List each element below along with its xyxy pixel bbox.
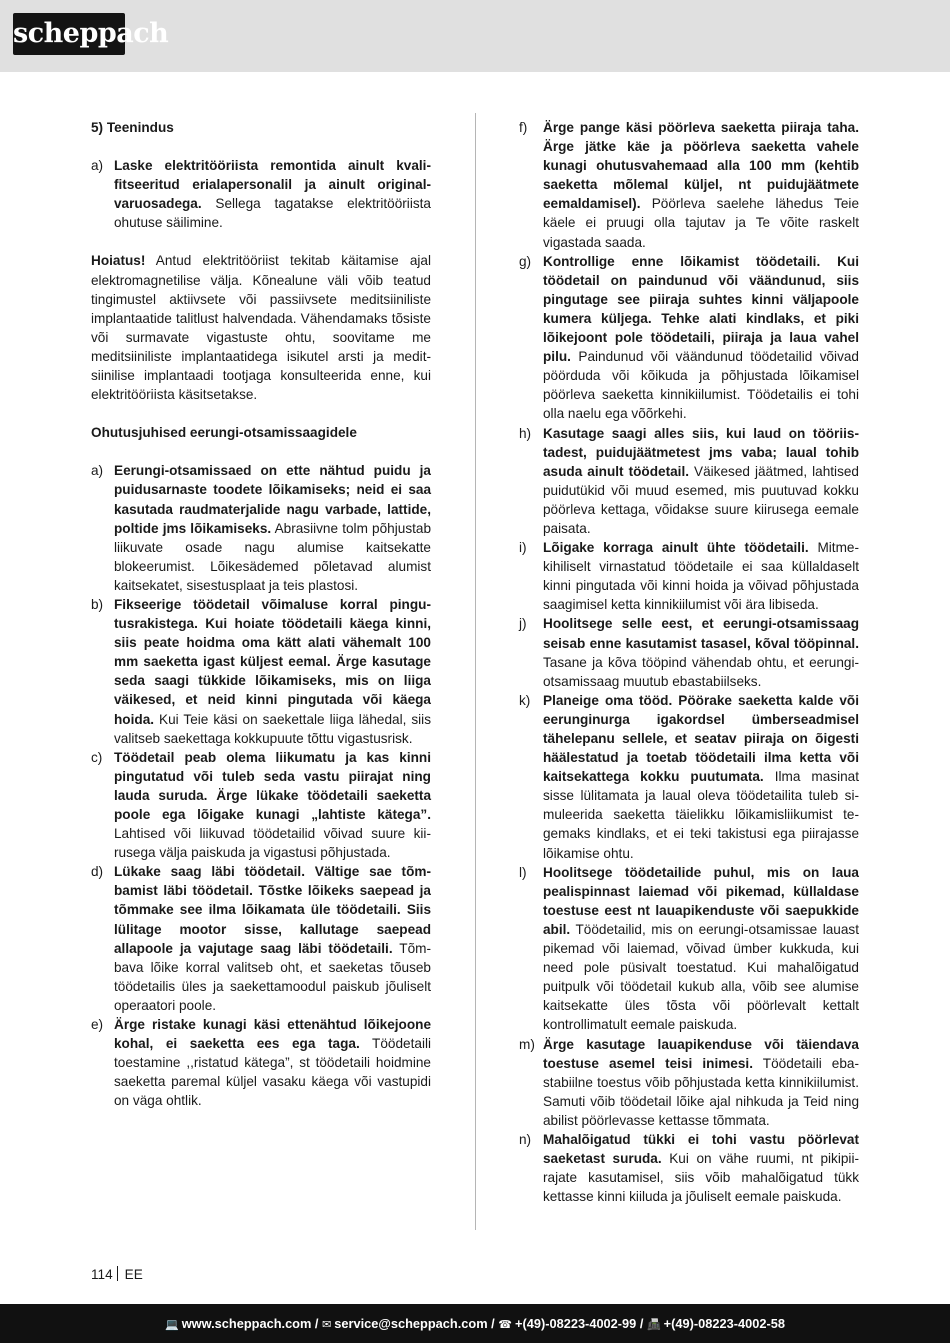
- section-title-safety: Ohutusjuhised eerungi-otsamissaagidele: [91, 425, 357, 441]
- page-number: [91, 1265, 143, 1284]
- item-bold-text: Töödetail peab olema liikumatu ja kas kinni pingutatud või tuleb seda vastu piirajat ning lauda suruda. Ärge lükake töödetaili saeketta poole ega lõigake kunagi „lahtiste kätega”.: [114, 749, 431, 822]
- item-text: Pöörleva saelehe lähedus Teie käele ei pruugi olla tajutav ja Te võite raskelt vigastada saada.: [543, 196, 859, 250]
- item-bold-text: Ärge ristake kunagi käsi ettenähtud lõikejoone kohal, ei saeketta ees ega taga.: [114, 1017, 431, 1052]
- item-label: c): [91, 749, 103, 765]
- item-bold-text: Mahalõigatud tükki ei tohi vastu pöörlevat saeketast suruda.: [543, 1131, 859, 1167]
- list-item: [519, 118, 859, 252]
- item-text: Tasane ja kõva tööpind vähendab ohtu, et eerungi-otsamissaag muutub ebastabiilseks.: [543, 654, 859, 689]
- list-item: [91, 862, 431, 1015]
- item-text: Töödetailid, mis on eerungi-otsamissae lauast pikemad või laiemad, võivad ümber kukkuda, kui need pole püsivalt toestatud. Kui mahalõigatud puitpulk või töödetail kukub alla, võib see alumise kaitsekatte üles tõsta või pöörlevalt kettalt kontrollimatult eemale paiskuda.: [543, 921, 859, 1033]
- fax-icon: 📠: [646, 1318, 661, 1331]
- item-text: Töödetaili ebastabiilne toestus võib põhjustada ketta kinnikiilumist. Samuti võib töödetail lõike ajal nihkuda ja Teid ning abilist pöörlevasse kettasse tõmmata.: [543, 1055, 859, 1128]
- brand-logo: scheppach: [13, 13, 125, 55]
- mail-icon: ✉: [322, 1318, 332, 1331]
- item-text: Väikesed jäätmed, lahtised puidutükid või muud esemed, mis puutuvad kokku pöörleva kettaga, võidakse suure kiirusega eemale paisata.: [543, 463, 859, 536]
- item-text: Töödetaili toestamine ,,ristatud kätega”, st töödetaili hoidmine saeketta paremal küljel vasaku käega või vastupidi on väga ohtlik.: [114, 1036, 432, 1109]
- item-label: j): [519, 616, 527, 632]
- page-number-value: 114: [91, 1267, 113, 1282]
- list-item: [519, 691, 859, 863]
- computer-icon: 💻: [165, 1318, 179, 1331]
- item-text: Paindunud või väändunud töödetailid võivad pöörduda või kõikuda ja põhjustada lõikamisel pöörleva saeketta kinnikiilumist. Töödetailis ei tohi olla naelu ega võõrkehi.: [543, 349, 859, 422]
- item-bold-text: Hoolitsege selle eest, et eerungi-otsamissaag seisab enne kasutamist tasasel, kõval tööpinnal.: [543, 616, 859, 651]
- footer-email[interactable]: service@scheppach.com /: [334, 1316, 495, 1331]
- item-label: a): [91, 158, 104, 174]
- item-bold-text: Kasutage saagi alles siis, kui laud on tööriistadest, puidujäätmetest jms vaba; laual tohib asuda ainult töödetail.: [543, 425, 859, 479]
- item-bold-text: Hoolitsege töödetailide puhul, mis on laua pealispinnast laiemad või pikemad, küllaldase toestuse eest nt lauapikenduste või saepukkide abil.: [543, 864, 859, 937]
- item-text: Abrasiivne tolm põhjustab liikuvate osade nagu alumise kaitsekatte blokeerumist. Lõikesädemed põletavad alumist kaitsekatet, sisestusplaat ja teis plastosi.: [114, 520, 432, 593]
- list-item: [519, 614, 859, 690]
- item-label: m): [519, 1036, 535, 1052]
- section-title-service: 5) Teenindus: [91, 120, 174, 135]
- item-bold-text: Lõigake korraga ainult ühte töödetaili.: [543, 540, 809, 556]
- item-label: i): [519, 540, 527, 556]
- page-footer: [0, 1304, 950, 1343]
- language-code: EE: [124, 1267, 143, 1282]
- footer-phone: +(49)-08223-4002-99 /: [514, 1316, 644, 1331]
- item-bold-text: Laske elektritööriista remontida ainult kvalifitseeritud erialapersonalil ja ainult originalvaruosadega.: [114, 158, 431, 212]
- footer-fax: +(49)-08223-4002-58: [663, 1316, 785, 1331]
- list-item: [519, 424, 859, 539]
- right-column: [519, 118, 859, 1206]
- list-item: [91, 748, 431, 863]
- list-item: [91, 461, 431, 595]
- item-label: k): [519, 692, 531, 708]
- item-label: f): [519, 120, 528, 135]
- item-label: e): [91, 1017, 104, 1033]
- column-divider: [475, 113, 476, 1230]
- list-item: [91, 595, 431, 748]
- warning-label: Hoiatus!: [91, 253, 146, 269]
- item-label: g): [519, 253, 532, 269]
- list-item: [91, 1015, 431, 1110]
- item-bold-text: Eerungi-otsamissaed on ette nähtud puidu ja puidusarnaste toodete lõikamiseks; neid ei saa kasutada raudmaterjalide nagu varbade, lattide, poltide jms lõikamiseks.: [114, 463, 431, 536]
- item-label: l): [519, 864, 527, 880]
- item-label: d): [91, 864, 104, 880]
- item-text: Mitmekihiliselt virnastatud töödetaile ei saa küllaldaselt kinni pingutada või kinni hoida ja võivad põhjustada saagimisel ketta kinnikiilumist või ära libiseda.: [543, 540, 859, 613]
- item-label: h): [519, 425, 532, 441]
- warning-paragraph: [91, 251, 431, 404]
- item-label: b): [91, 596, 104, 612]
- item-label: a): [91, 463, 104, 479]
- item-text: Lahtised või liikuvad töödetailid võivad suure kiirusega välja paiskuda ja vigastusi põhjustada.: [114, 826, 431, 861]
- safety-list-continued: [519, 118, 859, 1206]
- list-item: [519, 538, 859, 614]
- list-item: [91, 156, 431, 232]
- item-text: Ilma masinat sisse lülitamata ja laual oleva töödetailita tuleb simuleerida saeketta täielikku lõikamisliikumist tegemaks kindlaks, et ei teki takistusi ega piirajasse lõikamise ohtu.: [543, 769, 859, 861]
- warning-text: Antud elektritööriist tekitab käitamise ajal elektromagnetilise välja. Kõnealune väli võib teatud tingimustel aktiivsete või passiivsete meditsiiniliste implantaatide talitlust halvendada. Vähendamaks tõsiste või surmavate vigastuste ohtu, soovitame me meditsiiniliste implantaatidega isikutel arsti ja meditsiinilise implantaadi tootjaga konsulteerida enne, kui elektritööriista käsitsetakse.: [91, 253, 431, 403]
- item-bold-text: Ärge pange käsi pöörleva saeketta piiraja taha. Ärge jätke käe ja pöörleva saeketta vahele kunagi ohutusvahemaad alla 100 mm (kehtib saeketta mõlemal küljel, nt puidujäätmete eemaldamisel).: [543, 120, 859, 212]
- item-bold-text: Fikseerige töödetail võimaluse korral pingutusrakistega. Kui hoiate töödetaili käega kinni, siis peate hoidma oma kätt alati vähemalt 100 mm saeketta igast küljest eemal. Ärge kasutage seda saagi tükkide lõikamiseks, mis on liiga väikesed, et neid kinni pingutada või käega hoida.: [114, 596, 431, 727]
- page-number-separator: [117, 1266, 118, 1281]
- item-bold-text: Planeige oma tööd. Pöörake saeketta kalde või eerunginurga igakordsel ümberseadmisel tähelepanu sellele, et seatav piiraja on õigesti häälestatud ja toetab töödetaili ilma ketta või kaitsekattega kokku puutumata.: [543, 692, 859, 785]
- list-item: [519, 863, 859, 1035]
- item-text: Tõmbava lõike korral valitseb oht, et saeketas tõuseb töödetailis üles ja saekettamoodul paiskub jõuliselt operaatori poole.: [114, 940, 432, 1013]
- list-item: [519, 252, 859, 424]
- item-bold-text: Ärge kasutage lauapikenduse või täiendava toestuse asemel teisi inimesi.: [543, 1036, 859, 1071]
- phone-icon: ☎: [498, 1318, 512, 1331]
- page-header: [0, 0, 950, 72]
- item-text: Sellega tagatakse elektritööriista ohutuse säilimine.: [114, 196, 431, 231]
- item-bold-text: Kontrollige enne lõikamist töödetaili. Kui töödetail on paindunud või väändunud, siis pingutage see piiraja suhtes kinni väljapoole kumera küljega. Tehke alati kindlaks, et piki lõikejoont pole töödetaili, piiraja ja laua vahel pilu.: [543, 253, 859, 365]
- list-item: [519, 1130, 859, 1206]
- item-label: n): [519, 1131, 532, 1147]
- footer-website[interactable]: www.scheppach.com /: [181, 1316, 319, 1331]
- safety-list: [91, 461, 431, 1110]
- item-text: Kui on vähe ruumi, nt pikipiirajate kasutamisel, siis võib mahalõigatud tükk kettasse kinni kiiluda ja jõuliselt eemale paiskuda.: [543, 1151, 859, 1205]
- list-item: [519, 1035, 859, 1130]
- item-bold-text: Lükake saag läbi töödetail. Vältige sae tõmbamist läbi töödetail. Tõstke lõikeks saepead ja tõmmake see ilma lõikamata üle töödetaili. Siis lülitage mootor sisse, kallutage saepead allapoole ja vajutage saag läbi töödetaili.: [114, 864, 431, 956]
- left-column: [91, 118, 431, 1111]
- item-text: Kui Teie käsi on saekettale liiga lähedal, siis valitseb saekettaga kokkupuute tõttu vigastusrisk.: [114, 711, 431, 746]
